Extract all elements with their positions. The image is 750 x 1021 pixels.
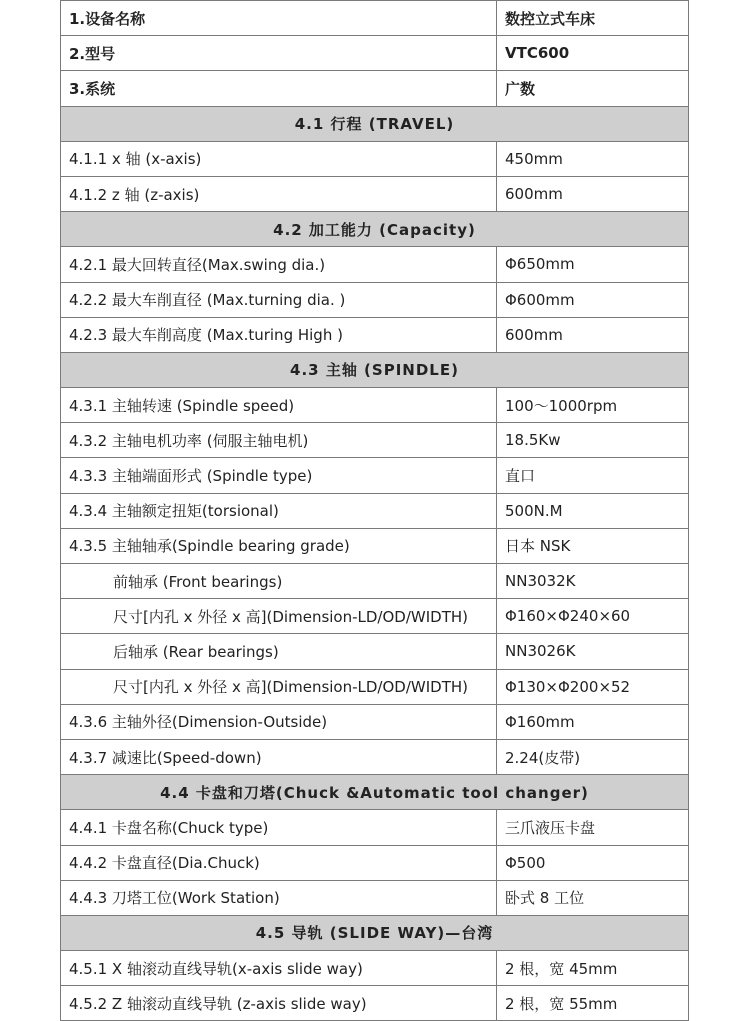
spec-row (61, 634, 689, 669)
spec-label: 4.3.1 主轴转速 (Spindle speed) (61, 388, 497, 423)
spec-row (61, 141, 689, 176)
spec-row (61, 71, 689, 106)
spec-row (61, 704, 689, 739)
spec-label: 4.3.6 主轴外径(Dimension-Outside) (61, 704, 497, 739)
spec-row (61, 951, 689, 986)
section-header-row (61, 915, 689, 950)
spec-table-body (61, 1, 689, 1021)
spec-label: 4.2.2 最大车削直径 (Max.turning dia. ) (61, 282, 497, 317)
spec-row (61, 458, 689, 493)
spec-label: 4.4.1 卡盘名称(Chuck type) (61, 810, 497, 845)
spec-row (61, 317, 689, 352)
spec-value: Φ130×Φ200×52 (497, 669, 689, 704)
spec-row (61, 1, 689, 36)
spec-label: 1.设备名称 (61, 1, 497, 36)
section-title: 4.4 卡盘和刀塔(Chuck &Automatic tool changer) (61, 775, 689, 810)
section-title: 4.1 行程 (TRAVEL) (61, 106, 689, 141)
spec-value: 数控立式车床 (497, 1, 689, 36)
spec-value: 600mm (497, 176, 689, 211)
spec-value: 450mm (497, 141, 689, 176)
spec-label: 4.1.1 x 轴 (x-axis) (61, 141, 497, 176)
spec-value: 100～1000rpm (497, 388, 689, 423)
spec-row (61, 564, 689, 599)
spec-row (61, 739, 689, 774)
spec-value: 日本 NSK (497, 528, 689, 563)
spec-value: 600mm (497, 317, 689, 352)
spec-value: 2 根，宽 45mm (497, 951, 689, 986)
section-title: 4.3 主轴 (SPINDLE) (61, 352, 689, 387)
spec-value: Φ600mm (497, 282, 689, 317)
spec-value: 三爪液压卡盘 (497, 810, 689, 845)
spec-label: 4.2.3 最大车削高度 (Max.turing High ) (61, 317, 497, 352)
spec-row (61, 176, 689, 211)
spec-label: 4.3.2 主轴电机功率 (伺服主轴电机) (61, 423, 497, 458)
spec-row (61, 388, 689, 423)
spec-label: 4.4.2 卡盘直径(Dia.Chuck) (61, 845, 497, 880)
section-header-row (61, 106, 689, 141)
spec-row (61, 423, 689, 458)
spec-row (61, 247, 689, 282)
spec-table (60, 0, 689, 1021)
spec-label: 4.3.3 主轴端面形式 (Spindle type) (61, 458, 497, 493)
spec-label: 4.1.2 z 轴 (z-axis) (61, 176, 497, 211)
spec-value: 直口 (497, 458, 689, 493)
spec-row (61, 845, 689, 880)
section-title: 4.5 导轨 (SLIDE WAY)—台湾 (61, 915, 689, 950)
spec-row (61, 36, 689, 71)
spec-value: 2.24(皮带) (497, 739, 689, 774)
spec-value: Φ650mm (497, 247, 689, 282)
spec-value: Φ160×Φ240×60 (497, 599, 689, 634)
spec-label: 2.型号 (61, 36, 497, 71)
spec-value: Φ160mm (497, 704, 689, 739)
spec-value: NN3026K (497, 634, 689, 669)
spec-label: 4.2.1 最大回转直径(Max.swing dia.) (61, 247, 497, 282)
spec-label: 4.5.1 X 轴滚动直线导轨(x-axis slide way) (61, 951, 497, 986)
spec-value: Φ500 (497, 845, 689, 880)
spec-row (61, 669, 689, 704)
section-header-row (61, 352, 689, 387)
spec-label: 4.3.7 减速比(Speed-down) (61, 739, 497, 774)
spec-value: 500N.M (497, 493, 689, 528)
spec-row (61, 880, 689, 915)
section-title: 4.2 加工能力 (Capacity) (61, 212, 689, 247)
section-header-row (61, 212, 689, 247)
spec-label: 尺寸[内孔 x 外径 x 高](Dimension-LD/OD/WIDTH) (61, 669, 497, 704)
spec-value: 广数 (497, 71, 689, 106)
spec-label: 4.3.5 主轴轴承(Spindle bearing grade) (61, 528, 497, 563)
spec-value: 2 根，宽 55mm (497, 986, 689, 1021)
spec-row (61, 528, 689, 563)
spec-label: 前轴承 (Front bearings) (61, 564, 497, 599)
section-header-row (61, 775, 689, 810)
spec-label: 3.系统 (61, 71, 497, 106)
spec-label: 后轴承 (Rear bearings) (61, 634, 497, 669)
spec-value: 18.5Kw (497, 423, 689, 458)
spec-label: 4.3.4 主轴额定扭矩(torsional) (61, 493, 497, 528)
spec-label: 尺寸[内孔 x 外径 x 高](Dimension-LD/OD/WIDTH) (61, 599, 497, 634)
spec-row (61, 493, 689, 528)
spec-row (61, 282, 689, 317)
spec-value: VTC600 (497, 36, 689, 71)
spec-value: 卧式 8 工位 (497, 880, 689, 915)
spec-label: 4.4.3 刀塔工位(Work Station) (61, 880, 497, 915)
spec-row (61, 986, 689, 1021)
spec-label: 4.5.2 Z 轴滚动直线导轨 (z-axis slide way) (61, 986, 497, 1021)
spec-value: NN3032K (497, 564, 689, 599)
spec-row (61, 599, 689, 634)
spec-row (61, 810, 689, 845)
